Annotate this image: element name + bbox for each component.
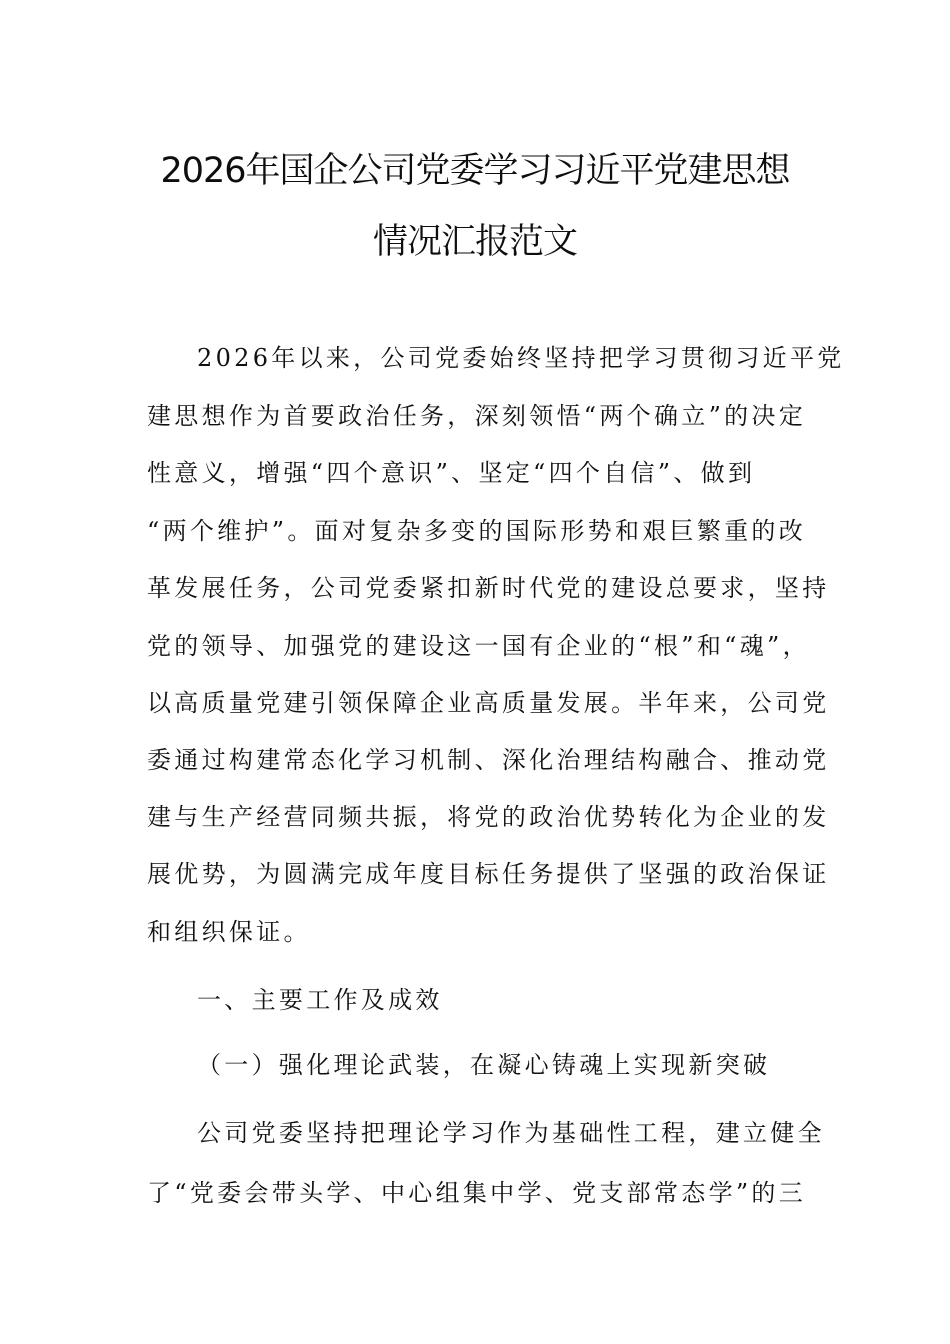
- paragraph-line: 建与生产经营同频共振，将党的政治优势转化为企业的发: [147, 803, 830, 831]
- paragraph-line: 2026年以来，公司党委始终坚持把学习贯彻习近平党: [197, 344, 845, 372]
- paragraph-line: 以高质量党建引领保障企业高质量发展。半年来，公司党: [147, 689, 830, 717]
- document-title-line-2: 情况汇报范文: [372, 222, 577, 262]
- paragraph-line: 委通过构建常态化学习机制、深化治理结构融合、推动党: [147, 746, 830, 774]
- paragraph-line: 和组织保证。: [147, 918, 311, 946]
- document-title-line-1: 2026年国企公司党委学习习近平党建思想: [160, 151, 790, 191]
- paragraph-line: 性意义，增强“四个意识”、坚定“四个自信”、做到: [147, 459, 756, 487]
- section-heading: 一、主要工作及成效: [197, 986, 443, 1014]
- paragraph-line: 公司党委坚持把理论学习作为基础性工程，建立健全: [197, 1119, 825, 1147]
- paragraph-line: 展优势，为圆满完成年度目标任务提供了坚强的政治保证: [147, 860, 830, 888]
- paragraph-line: “两个维护”。面对复杂多变的国际形势和艰巨繁重的改: [147, 517, 807, 545]
- paragraph-line: 党的领导、加强党的建设这一国有企业的“根”和“魂”，: [147, 632, 810, 660]
- paragraph-line: 建思想作为首要政治任务，深刻领悟“两个确立”的决定: [147, 402, 807, 430]
- subsection-heading: （一）强化理论武装，在凝心铸魂上实现新突破: [197, 1051, 771, 1079]
- paragraph-line: 革发展任务，公司党委紧扣新时代党的建设总要求，坚持: [147, 574, 830, 602]
- paragraph-line: 了“党委会带头学、中心组集中学、党支部常态学”的三: [147, 1179, 807, 1207]
